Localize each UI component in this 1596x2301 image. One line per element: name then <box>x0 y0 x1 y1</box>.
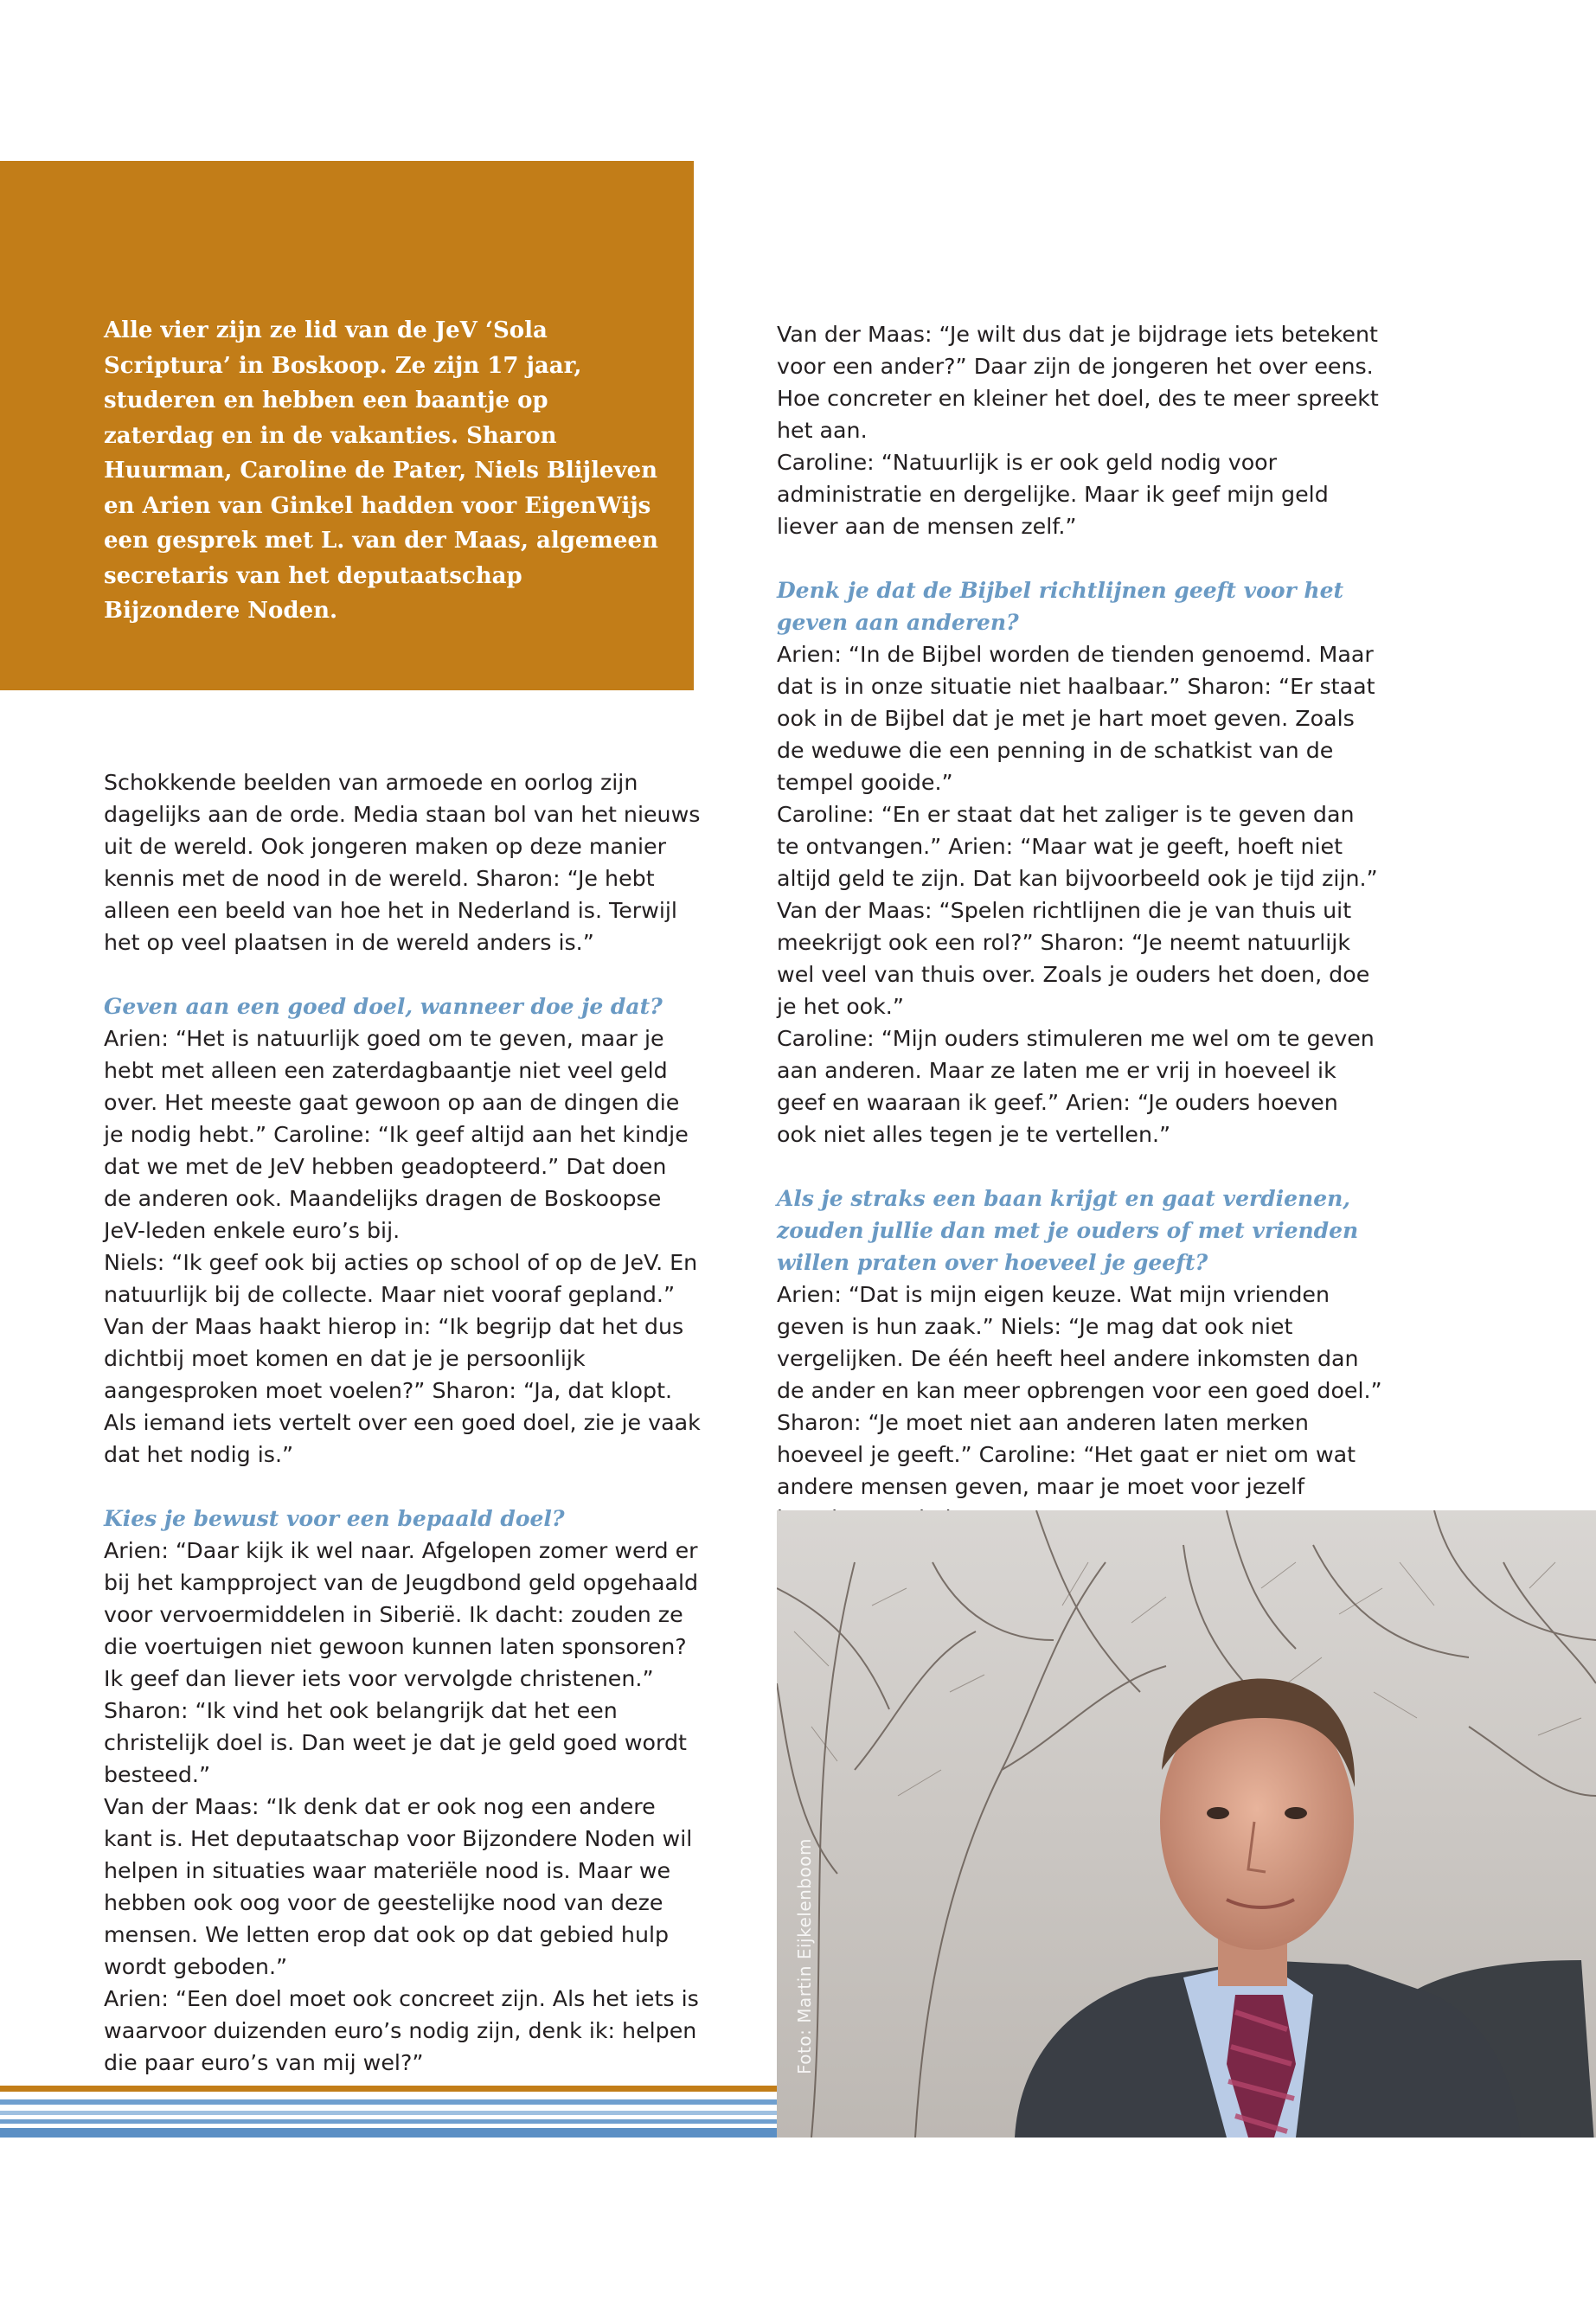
question-heading: Kies je bewust voor een bepaald doel? <box>104 1506 565 1531</box>
paragraph: Arien: “Dat is mijn eigen keuze. Wat mijn vrienden geven is hun zaak.” Niels: “Je mag dat ook niet vergelijken. De één heeft heel andere inkomsten dan de ander en kan meer opbrengen voor een goed doel.” Sharon: “Je moet niet aan anderen laten merken hoeveel je geeft.” Caroline: “Het gaat er niet om wat andere mensen geven, maar je moet voor jezelf <box>777 1282 1382 1499</box>
question-heading: Als je straks een baan krijgt en gaat verdienen, zouden jullie dan met je ouders of met vrienden willen praten over hoeveel je geeft? <box>777 1186 1359 1275</box>
paragraph: Van der Maas: “Spelen richtlijnen die je van thuis uit meekrijgt ook een rol?” Sharon: “Je neemt natuurlijk wel veel van thuis over. Zoals je ouders het doen, doe je het ook.” <box>777 898 1370 1019</box>
right-column <box>777 318 1382 1631</box>
paragraph: Van der Maas: “Ik denk dat er ook nog een andere kant is. Het deputaatschap voor Bijzondere Noden wil helpen in situaties waar materiële nood is. Maar we hebben ook oog voor de geestelijke nood van deze mensen. We letten erop dat ook op dat gebied hulp wordt geboden.” <box>104 1794 693 1979</box>
left-column <box>104 766 701 2079</box>
intro-text: Alle vier zijn ze lid van de JeV ‘Sola Scriptura’ in Boskoop. Ze zijn 17 jaar, studeren en hebben een baantje op zaterdag en in de vakanties. Sharon Huurman, Caroline de Pater, Niels Blijleven en Arien van Ginkel hadden voor EigenWijs een gesprek met L. van der Maas, algemeen secretaris van het deputaatschap Bijzondere Noden. <box>104 317 658 624</box>
question-heading: Geven aan een goed doel, wanneer doe je dat? <box>104 994 663 1019</box>
paragraph: Arien: “In de Bijbel worden de tienden genoemd. Maar dat is in onze situatie niet haalbaar.” Sharon: “Er staat ook in de Bijbel dat je met je hart moet geven. Zoals de weduwe die een penning in de schatkist van de tempel gooide.” <box>777 642 1375 795</box>
paragraph: Schokkende beelden van armoede en oorlog zijn dagelijks aan de orde. Media staan bol van het nieuws uit de wereld. Ook jongeren maken op deze manier kennis met de nood in de wereld. Sharon: “Je hebt alleen een beeld van hoe het in Nederland is. Terwijl het op veel plaatsen in de wereld anders is.” <box>104 770 701 955</box>
stripe-blue <box>0 2099 777 2105</box>
intro-box <box>0 161 694 690</box>
paragraph: Arien: “Het is natuurlijk goed om te geven, maar je hebt met alleen een zaterdagbaantje niet veel geld over. Het meeste gaat gewoon op aan de dingen die je nodig hebt.” Caroline: “Ik geef altijd aan het kindje dat we met de JeV hebben geadopteerd.” Dat doen de anderen ook. Maandelijks dragen de Boskoopse JeV-leden enkele euro’s bij. <box>104 1026 689 1243</box>
stripe-blue-light <box>0 2111 777 2115</box>
photo-credit: Foto: Martin Eijkelenboom <box>794 1838 815 2074</box>
paragraph: Arien: “Daar kijk ik wel naar. Afgelopen zomer werd er bij het kampproject van de Jeugdbond geld opgehaald voor vervoermiddelen in Siberië. Ik dacht: zouden ze die voertuigen niet gewoon kunnen laten sponsoren? Ik geef dan liever iets voor vervolgde christenen.” <box>104 1538 699 1691</box>
paragraph: Caroline: “Mijn ouders stimuleren me wel om te geven aan anderen. Maar ze laten me er vrij in hoeveel ik geef en waaraan ik geef.” Arien: “Je ouders hoeven ook niet alles tegen je te vertellen.” <box>777 1026 1375 1147</box>
paragraph: Caroline: “Natuurlijk is er ook geld nodig voor administratie en dergelijke. Maar ik geef mijn geld liever aan de mensen zelf.” <box>777 450 1329 539</box>
portrait-photo <box>777 1510 1596 2138</box>
stripe-blue-thick <box>0 2128 777 2138</box>
stripe-orange <box>0 2086 777 2092</box>
paragraph: Sharon: “Ik vind het ook belangrijk dat het een christelijk doel is. Dan weet je dat je geld goed wordt besteed.” <box>104 1698 687 1787</box>
question-heading: Denk je dat de Bijbel richtlijnen geeft voor het geven aan anderen? <box>777 578 1344 635</box>
paragraph: Caroline: “En er staat dat het zaliger is te geven dan te ontvangen.” Arien: “Maar wat je geeft, hoeft niet altijd geld te zijn. Dat kan bijvoorbeeld ook je tijd zijn.” <box>777 802 1378 891</box>
paragraph: Niels: “Ik geef ook bij acties op school of op de JeV. En natuurlijk bij de collecte. Maar niet vooraf gepland.” Van der Maas haakt hierop in: “Ik begrijp dat het dus dichtbij moet komen en dat je je persoonlijk aangesproken moet voelen?” Sharon: “Ja, dat klopt. Als iemand iets vertelt over een goed doel, zie je vaak dat het nodig is.” <box>104 1250 701 1467</box>
stripe-blue <box>0 2119 777 2124</box>
paragraph: Van der Maas: “Je wilt dus dat je bijdrage iets betekent voor een ander?” Daar zijn de jongeren het over eens. Hoe concreter en kleiner het doel, des te meer spreekt het aan. <box>777 322 1379 443</box>
paragraph: Arien: “Een doel moet ook concreet zijn. Als het iets is waarvoor duizenden euro’s nodig zijn, denk ik: helpen die paar euro’s van mij wel?” <box>104 1986 699 2075</box>
